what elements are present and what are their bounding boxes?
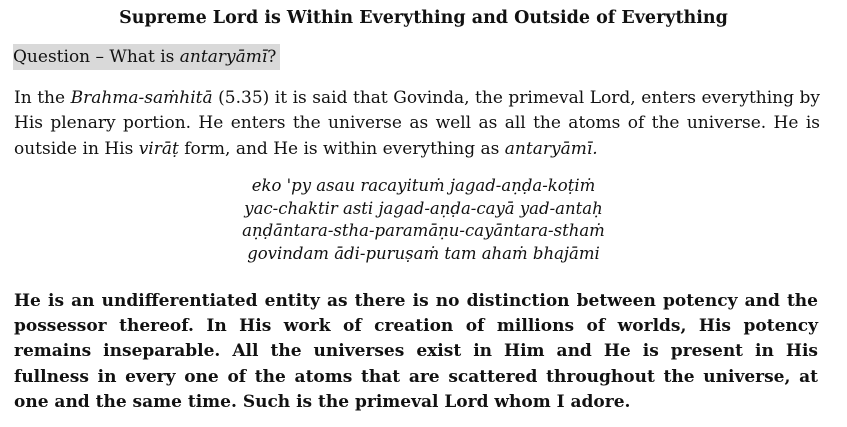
verse-line: aṇḍāntara-stha-paramāṇu-cayāntara-sthaṁ: [242, 221, 605, 241]
verse-line: eko 'py asau racayituṁ jagad-aṇḍa-koṭiṁ: [251, 176, 596, 195]
verse-line: govindam ādi-puruṣaṁ tam ahaṁ bhajāmi: [247, 243, 600, 263]
answer-paragraph: [14, 86, 820, 162]
page-title: Supreme Lord is Within Everything and Outside of Everything: [119, 8, 728, 28]
verse-translation: He is an undifferentiated entity as there is no distinction between potency and the possessor thereof. In His work of creation of millions of worlds, His potency remains inseparable. All the universes exist in Him and He is present in His fullness in every one of the atoms that are scattered throughout the universe, at one and the same time. Such is the primeval Lord whom I adore.: [14, 291, 818, 412]
antaryami-term: antaryāmī.: [504, 138, 598, 159]
question-term: antaryāmī: [179, 47, 268, 67]
question-suffix: ?: [267, 47, 277, 67]
answer-text-3: form, and He is within everything as: [178, 138, 505, 159]
virat-term: virāṭ: [138, 138, 179, 159]
answer-text-1: In the: [14, 88, 71, 108]
answer-text-2: (5.35) it is said that Govinda, the primeval Lord, enters everything by His plenary portion. He enters the universe as well as all the atoms of the universe. He is outside in His: [14, 88, 821, 159]
question-prefix: Question – What is: [13, 47, 180, 67]
verse-line: yac-chaktir asti jagad-aṇḍa-cayā yad-antaḥ: [244, 198, 603, 218]
book-title: Brahma-saṁhitā: [70, 88, 213, 108]
sanskrit-verse: [0, 175, 847, 265]
question-line: [13, 44, 280, 70]
